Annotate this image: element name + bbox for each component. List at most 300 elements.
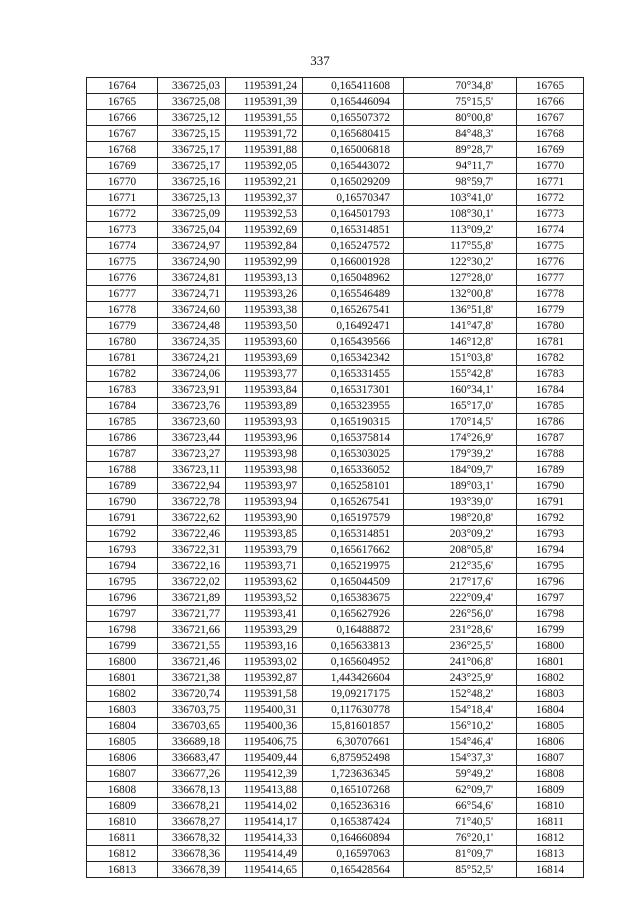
- next-point-cell: 16771: [517, 174, 584, 190]
- point-number-cell: 16798: [87, 622, 158, 638]
- direction-angle-cell: 208°05,8': [404, 542, 517, 558]
- table-row: [87, 430, 584, 446]
- table-row: [87, 830, 584, 846]
- x-coordinate-cell: 336725,17: [158, 142, 226, 158]
- direction-angle-cell: 127°28,0': [404, 270, 517, 286]
- direction-angle-cell: 117°55,8': [404, 238, 517, 254]
- direction-angle-cell: 203°09,2': [404, 526, 517, 542]
- x-coordinate-cell: 336724,60: [158, 302, 226, 318]
- next-point-cell: 16814: [517, 862, 584, 878]
- next-point-cell: 16811: [517, 814, 584, 830]
- distance-cell: 0,165236316: [303, 798, 404, 814]
- table-row: [87, 190, 584, 206]
- y-coordinate-cell: 1195393,97: [226, 478, 303, 494]
- x-coordinate-cell: 336724,48: [158, 318, 226, 334]
- y-coordinate-cell: 1195392,05: [226, 158, 303, 174]
- x-coordinate-cell: 336721,46: [158, 654, 226, 670]
- x-coordinate-cell: 336678,39: [158, 862, 226, 878]
- distance-cell: 0,165633813: [303, 638, 404, 654]
- x-coordinate-cell: 336723,44: [158, 430, 226, 446]
- point-number-cell: 16802: [87, 686, 158, 702]
- table-row: [87, 366, 584, 382]
- next-point-cell: 16800: [517, 638, 584, 654]
- y-coordinate-cell: 1195391,24: [226, 78, 303, 94]
- point-number-cell: 16779: [87, 318, 158, 334]
- x-coordinate-cell: 336721,89: [158, 590, 226, 606]
- point-number-cell: 16780: [87, 334, 158, 350]
- table-row: [87, 382, 584, 398]
- next-point-cell: 16767: [517, 110, 584, 126]
- distance-cell: 0,165317301: [303, 382, 404, 398]
- point-number-cell: 16805: [87, 734, 158, 750]
- x-coordinate-cell: 336724,81: [158, 270, 226, 286]
- table-row: [87, 350, 584, 366]
- y-coordinate-cell: 1195393,93: [226, 414, 303, 430]
- direction-angle-cell: 84°48,3': [404, 126, 517, 142]
- y-coordinate-cell: 1195392,87: [226, 670, 303, 686]
- y-coordinate-cell: 1195393,13: [226, 270, 303, 286]
- direction-angle-cell: 108°30,1': [404, 206, 517, 222]
- next-point-cell: 16809: [517, 782, 584, 798]
- distance-cell: 0,165314851: [303, 222, 404, 238]
- distance-cell: 0,165443072: [303, 158, 404, 174]
- direction-angle-cell: 217°17,6': [404, 574, 517, 590]
- x-coordinate-cell: 336725,04: [158, 222, 226, 238]
- next-point-cell: 16810: [517, 798, 584, 814]
- point-number-cell: 16778: [87, 302, 158, 318]
- table-row: [87, 510, 584, 526]
- direction-angle-cell: 243°25,9': [404, 670, 517, 686]
- point-number-cell: 16793: [87, 542, 158, 558]
- direction-angle-cell: 59°49,2': [404, 766, 517, 782]
- direction-angle-cell: 160°34,1': [404, 382, 517, 398]
- table-row: [87, 558, 584, 574]
- table-row: [87, 446, 584, 462]
- table-row: [87, 702, 584, 718]
- distance-cell: 0,165411608: [303, 78, 404, 94]
- x-coordinate-cell: 336683,47: [158, 750, 226, 766]
- y-coordinate-cell: 1195392,53: [226, 206, 303, 222]
- direction-angle-cell: 103°41,0': [404, 190, 517, 206]
- direction-angle-cell: 170°14,5': [404, 414, 517, 430]
- table-row: [87, 334, 584, 350]
- distance-cell: 0,165197579: [303, 510, 404, 526]
- direction-angle-cell: 62°09,7': [404, 782, 517, 798]
- x-coordinate-cell: 336722,46: [158, 526, 226, 542]
- distance-cell: 1,723636345: [303, 766, 404, 782]
- y-coordinate-cell: 1195412,39: [226, 766, 303, 782]
- distance-cell: 15,81601857: [303, 718, 404, 734]
- next-point-cell: 16782: [517, 350, 584, 366]
- y-coordinate-cell: 1195392,69: [226, 222, 303, 238]
- table-row: [87, 782, 584, 798]
- table-row: [87, 414, 584, 430]
- next-point-cell: 16789: [517, 462, 584, 478]
- distance-cell: 0,164501793: [303, 206, 404, 222]
- y-coordinate-cell: 1195414,49: [226, 846, 303, 862]
- y-coordinate-cell: 1195393,94: [226, 494, 303, 510]
- distance-cell: 0,165331455: [303, 366, 404, 382]
- distance-cell: 0,165428564: [303, 862, 404, 878]
- table-row: [87, 222, 584, 238]
- y-coordinate-cell: 1195393,77: [226, 366, 303, 382]
- y-coordinate-cell: 1195400,31: [226, 702, 303, 718]
- distance-cell: 0,165006818: [303, 142, 404, 158]
- next-point-cell: 16786: [517, 414, 584, 430]
- y-coordinate-cell: 1195392,99: [226, 254, 303, 270]
- x-coordinate-cell: 336723,91: [158, 382, 226, 398]
- distance-cell: 0,165375814: [303, 430, 404, 446]
- distance-cell: 0,117630778: [303, 702, 404, 718]
- direction-angle-cell: 154°18,4': [404, 702, 517, 718]
- y-coordinate-cell: 1195393,71: [226, 558, 303, 574]
- page-number: 337: [310, 53, 330, 68]
- point-number-cell: 16776: [87, 270, 158, 286]
- next-point-cell: 16787: [517, 430, 584, 446]
- x-coordinate-cell: 336720,74: [158, 686, 226, 702]
- distance-cell: 0,165342342: [303, 350, 404, 366]
- x-coordinate-cell: 336721,55: [158, 638, 226, 654]
- y-coordinate-cell: 1195393,98: [226, 462, 303, 478]
- point-number-cell: 16807: [87, 766, 158, 782]
- direction-angle-cell: 70°34,8': [404, 78, 517, 94]
- x-coordinate-cell: 336703,65: [158, 718, 226, 734]
- x-coordinate-cell: 336678,13: [158, 782, 226, 798]
- next-point-cell: 16779: [517, 302, 584, 318]
- distance-cell: 0,165546489: [303, 286, 404, 302]
- distance-cell: 0,16597063: [303, 846, 404, 862]
- next-point-cell: 16792: [517, 510, 584, 526]
- table-row: [87, 622, 584, 638]
- distance-cell: 0,16488872: [303, 622, 404, 638]
- next-point-cell: 16765: [517, 78, 584, 94]
- table-row: [87, 462, 584, 478]
- distance-cell: 0,165247572: [303, 238, 404, 254]
- table-row: [87, 286, 584, 302]
- table-row: [87, 174, 584, 190]
- y-coordinate-cell: 1195393,84: [226, 382, 303, 398]
- next-point-cell: 16803: [517, 686, 584, 702]
- table-row: [87, 126, 584, 142]
- next-point-cell: 16776: [517, 254, 584, 270]
- coordinates-table-body: [87, 78, 584, 878]
- direction-angle-cell: 71°40,5': [404, 814, 517, 830]
- point-number-cell: 16773: [87, 222, 158, 238]
- distance-cell: 6,30707661: [303, 734, 404, 750]
- table-row: [87, 638, 584, 654]
- next-point-cell: 16768: [517, 126, 584, 142]
- next-point-cell: 16801: [517, 654, 584, 670]
- direction-angle-cell: 189°03,1': [404, 478, 517, 494]
- y-coordinate-cell: 1195393,96: [226, 430, 303, 446]
- point-number-cell: 16796: [87, 590, 158, 606]
- next-point-cell: 16778: [517, 286, 584, 302]
- x-coordinate-cell: 336721,66: [158, 622, 226, 638]
- point-number-cell: 16764: [87, 78, 158, 94]
- x-coordinate-cell: 336722,62: [158, 510, 226, 526]
- point-number-cell: 16774: [87, 238, 158, 254]
- point-number-cell: 16769: [87, 158, 158, 174]
- direction-angle-cell: 94°11,7': [404, 158, 517, 174]
- x-coordinate-cell: 336725,17: [158, 158, 226, 174]
- direction-angle-cell: 76°20,1': [404, 830, 517, 846]
- next-point-cell: 16813: [517, 846, 584, 862]
- point-number-cell: 16791: [87, 510, 158, 526]
- direction-angle-cell: 85°52,5': [404, 862, 517, 878]
- next-point-cell: 16802: [517, 670, 584, 686]
- y-coordinate-cell: 1195391,72: [226, 126, 303, 142]
- next-point-cell: 16774: [517, 222, 584, 238]
- direction-angle-cell: 98°59,7': [404, 174, 517, 190]
- point-number-cell: 16783: [87, 382, 158, 398]
- point-number-cell: 16768: [87, 142, 158, 158]
- distance-cell: 0,165439566: [303, 334, 404, 350]
- point-number-cell: 16767: [87, 126, 158, 142]
- x-coordinate-cell: 336725,03: [158, 78, 226, 94]
- direction-angle-cell: 154°37,3': [404, 750, 517, 766]
- x-coordinate-cell: 336722,02: [158, 574, 226, 590]
- y-coordinate-cell: 1195393,02: [226, 654, 303, 670]
- point-number-cell: 16804: [87, 718, 158, 734]
- x-coordinate-cell: 336678,32: [158, 830, 226, 846]
- coordinates-table: [86, 77, 584, 878]
- x-coordinate-cell: 336725,09: [158, 206, 226, 222]
- distance-cell: 0,164660894: [303, 830, 404, 846]
- next-point-cell: 16770: [517, 158, 584, 174]
- y-coordinate-cell: 1195414,33: [226, 830, 303, 846]
- y-coordinate-cell: 1195392,21: [226, 174, 303, 190]
- table-row: [87, 718, 584, 734]
- direction-angle-cell: 193°39,0': [404, 494, 517, 510]
- table-row: [87, 846, 584, 862]
- distance-cell: 0,165314851: [303, 526, 404, 542]
- y-coordinate-cell: 1195413,88: [226, 782, 303, 798]
- next-point-cell: 16794: [517, 542, 584, 558]
- direction-angle-cell: 151°03,8': [404, 350, 517, 366]
- point-number-cell: 16806: [87, 750, 158, 766]
- point-number-cell: 16781: [87, 350, 158, 366]
- table-row: [87, 318, 584, 334]
- x-coordinate-cell: 336678,21: [158, 798, 226, 814]
- table-row: [87, 750, 584, 766]
- direction-angle-cell: 179°39,2': [404, 446, 517, 462]
- x-coordinate-cell: 336723,11: [158, 462, 226, 478]
- table-row: [87, 526, 584, 542]
- direction-angle-cell: 184°09,7': [404, 462, 517, 478]
- direction-angle-cell: 174°26,9': [404, 430, 517, 446]
- y-coordinate-cell: 1195393,41: [226, 606, 303, 622]
- table-row: [87, 78, 584, 94]
- next-point-cell: 16772: [517, 190, 584, 206]
- direction-angle-cell: 122°30,2': [404, 254, 517, 270]
- table-row: [87, 590, 584, 606]
- point-number-cell: 16813: [87, 862, 158, 878]
- direction-angle-cell: 212°35,6': [404, 558, 517, 574]
- x-coordinate-cell: 336703,75: [158, 702, 226, 718]
- direction-angle-cell: 132°00,8': [404, 286, 517, 302]
- point-number-cell: 16786: [87, 430, 158, 446]
- y-coordinate-cell: 1195393,16: [226, 638, 303, 654]
- y-coordinate-cell: 1195409,44: [226, 750, 303, 766]
- y-coordinate-cell: 1195393,69: [226, 350, 303, 366]
- distance-cell: 0,165680415: [303, 126, 404, 142]
- y-coordinate-cell: 1195393,79: [226, 542, 303, 558]
- direction-angle-cell: 113°09,2': [404, 222, 517, 238]
- table-row: [87, 206, 584, 222]
- point-number-cell: 16765: [87, 94, 158, 110]
- table-row: [87, 110, 584, 126]
- next-point-cell: 16799: [517, 622, 584, 638]
- next-point-cell: 16796: [517, 574, 584, 590]
- distance-cell: 0,165303025: [303, 446, 404, 462]
- direction-angle-cell: 75°15,5': [404, 94, 517, 110]
- point-number-cell: 16810: [87, 814, 158, 830]
- distance-cell: 0,165267541: [303, 302, 404, 318]
- direction-angle-cell: 198°20,8': [404, 510, 517, 526]
- next-point-cell: 16784: [517, 382, 584, 398]
- distance-cell: 0,166001928: [303, 254, 404, 270]
- table-row: [87, 862, 584, 878]
- next-point-cell: 16780: [517, 318, 584, 334]
- direction-angle-cell: 156°10,2': [404, 718, 517, 734]
- distance-cell: 0,165267541: [303, 494, 404, 510]
- next-point-cell: 16773: [517, 206, 584, 222]
- point-number-cell: 16799: [87, 638, 158, 654]
- distance-cell: 0,165383675: [303, 590, 404, 606]
- table-row: [87, 94, 584, 110]
- next-point-cell: 16808: [517, 766, 584, 782]
- next-point-cell: 16806: [517, 734, 584, 750]
- table-row: [87, 574, 584, 590]
- direction-angle-cell: 155°42,8': [404, 366, 517, 382]
- table-row: [87, 142, 584, 158]
- distance-cell: 0,165627926: [303, 606, 404, 622]
- table-row: [87, 158, 584, 174]
- x-coordinate-cell: 336725,08: [158, 94, 226, 110]
- x-coordinate-cell: 336725,16: [158, 174, 226, 190]
- point-number-cell: 16789: [87, 478, 158, 494]
- distance-cell: 0,165604952: [303, 654, 404, 670]
- next-point-cell: 16795: [517, 558, 584, 574]
- direction-angle-cell: 141°47,8': [404, 318, 517, 334]
- distance-cell: 0,165190315: [303, 414, 404, 430]
- x-coordinate-cell: 336678,36: [158, 846, 226, 862]
- x-coordinate-cell: 336723,27: [158, 446, 226, 462]
- y-coordinate-cell: 1195414,17: [226, 814, 303, 830]
- point-number-cell: 16788: [87, 462, 158, 478]
- table-row: [87, 494, 584, 510]
- distance-cell: 0,165044509: [303, 574, 404, 590]
- distance-cell: 0,165107268: [303, 782, 404, 798]
- point-number-cell: 16801: [87, 670, 158, 686]
- next-point-cell: 16793: [517, 526, 584, 542]
- y-coordinate-cell: 1195391,55: [226, 110, 303, 126]
- point-number-cell: 16803: [87, 702, 158, 718]
- table-row: [87, 686, 584, 702]
- direction-angle-cell: 241°06,8': [404, 654, 517, 670]
- direction-angle-cell: 165°17,0': [404, 398, 517, 414]
- table-row: [87, 798, 584, 814]
- distance-cell: 0,165219975: [303, 558, 404, 574]
- y-coordinate-cell: 1195414,65: [226, 862, 303, 878]
- point-number-cell: 16766: [87, 110, 158, 126]
- next-point-cell: 16775: [517, 238, 584, 254]
- x-coordinate-cell: 336678,27: [158, 814, 226, 830]
- x-coordinate-cell: 336724,35: [158, 334, 226, 350]
- y-coordinate-cell: 1195392,84: [226, 238, 303, 254]
- distance-cell: 0,16570347: [303, 190, 404, 206]
- direction-angle-cell: 89°28,7': [404, 142, 517, 158]
- x-coordinate-cell: 336721,38: [158, 670, 226, 686]
- x-coordinate-cell: 336724,06: [158, 366, 226, 382]
- point-number-cell: 16777: [87, 286, 158, 302]
- y-coordinate-cell: 1195392,37: [226, 190, 303, 206]
- next-point-cell: 16783: [517, 366, 584, 382]
- point-number-cell: 16771: [87, 190, 158, 206]
- distance-cell: 0,165446094: [303, 94, 404, 110]
- direction-angle-cell: 136°51,8': [404, 302, 517, 318]
- point-number-cell: 16800: [87, 654, 158, 670]
- y-coordinate-cell: 1195393,50: [226, 318, 303, 334]
- next-point-cell: 16791: [517, 494, 584, 510]
- x-coordinate-cell: 336722,94: [158, 478, 226, 494]
- distance-cell: 0,165258101: [303, 478, 404, 494]
- next-point-cell: 16788: [517, 446, 584, 462]
- point-number-cell: 16790: [87, 494, 158, 510]
- y-coordinate-cell: 1195391,39: [226, 94, 303, 110]
- point-number-cell: 16809: [87, 798, 158, 814]
- point-number-cell: 16770: [87, 174, 158, 190]
- point-number-cell: 16792: [87, 526, 158, 542]
- direction-angle-cell: 154°46,4': [404, 734, 517, 750]
- point-number-cell: 16775: [87, 254, 158, 270]
- x-coordinate-cell: 336725,13: [158, 190, 226, 206]
- x-coordinate-cell: 336725,15: [158, 126, 226, 142]
- next-point-cell: 16804: [517, 702, 584, 718]
- point-number-cell: 16794: [87, 558, 158, 574]
- y-coordinate-cell: 1195391,88: [226, 142, 303, 158]
- table-row: [87, 270, 584, 286]
- distance-cell: 0,165048962: [303, 270, 404, 286]
- x-coordinate-cell: 336724,97: [158, 238, 226, 254]
- x-coordinate-cell: 336724,90: [158, 254, 226, 270]
- direction-angle-cell: 146°12,8': [404, 334, 517, 350]
- table-row: [87, 398, 584, 414]
- x-coordinate-cell: 336722,16: [158, 558, 226, 574]
- table-row: [87, 606, 584, 622]
- point-number-cell: 16797: [87, 606, 158, 622]
- table-row: [87, 254, 584, 270]
- next-point-cell: 16807: [517, 750, 584, 766]
- y-coordinate-cell: 1195393,89: [226, 398, 303, 414]
- next-point-cell: 16769: [517, 142, 584, 158]
- direction-angle-cell: 226°56,0': [404, 606, 517, 622]
- distance-cell: 0,165507372: [303, 110, 404, 126]
- y-coordinate-cell: 1195393,29: [226, 622, 303, 638]
- next-point-cell: 16812: [517, 830, 584, 846]
- next-point-cell: 16781: [517, 334, 584, 350]
- next-point-cell: 16766: [517, 94, 584, 110]
- y-coordinate-cell: 1195393,62: [226, 574, 303, 590]
- distance-cell: 6,875952498: [303, 750, 404, 766]
- x-coordinate-cell: 336721,77: [158, 606, 226, 622]
- table-row: [87, 814, 584, 830]
- table-row: [87, 478, 584, 494]
- point-number-cell: 16772: [87, 206, 158, 222]
- point-number-cell: 16782: [87, 366, 158, 382]
- table-row: [87, 670, 584, 686]
- next-point-cell: 16785: [517, 398, 584, 414]
